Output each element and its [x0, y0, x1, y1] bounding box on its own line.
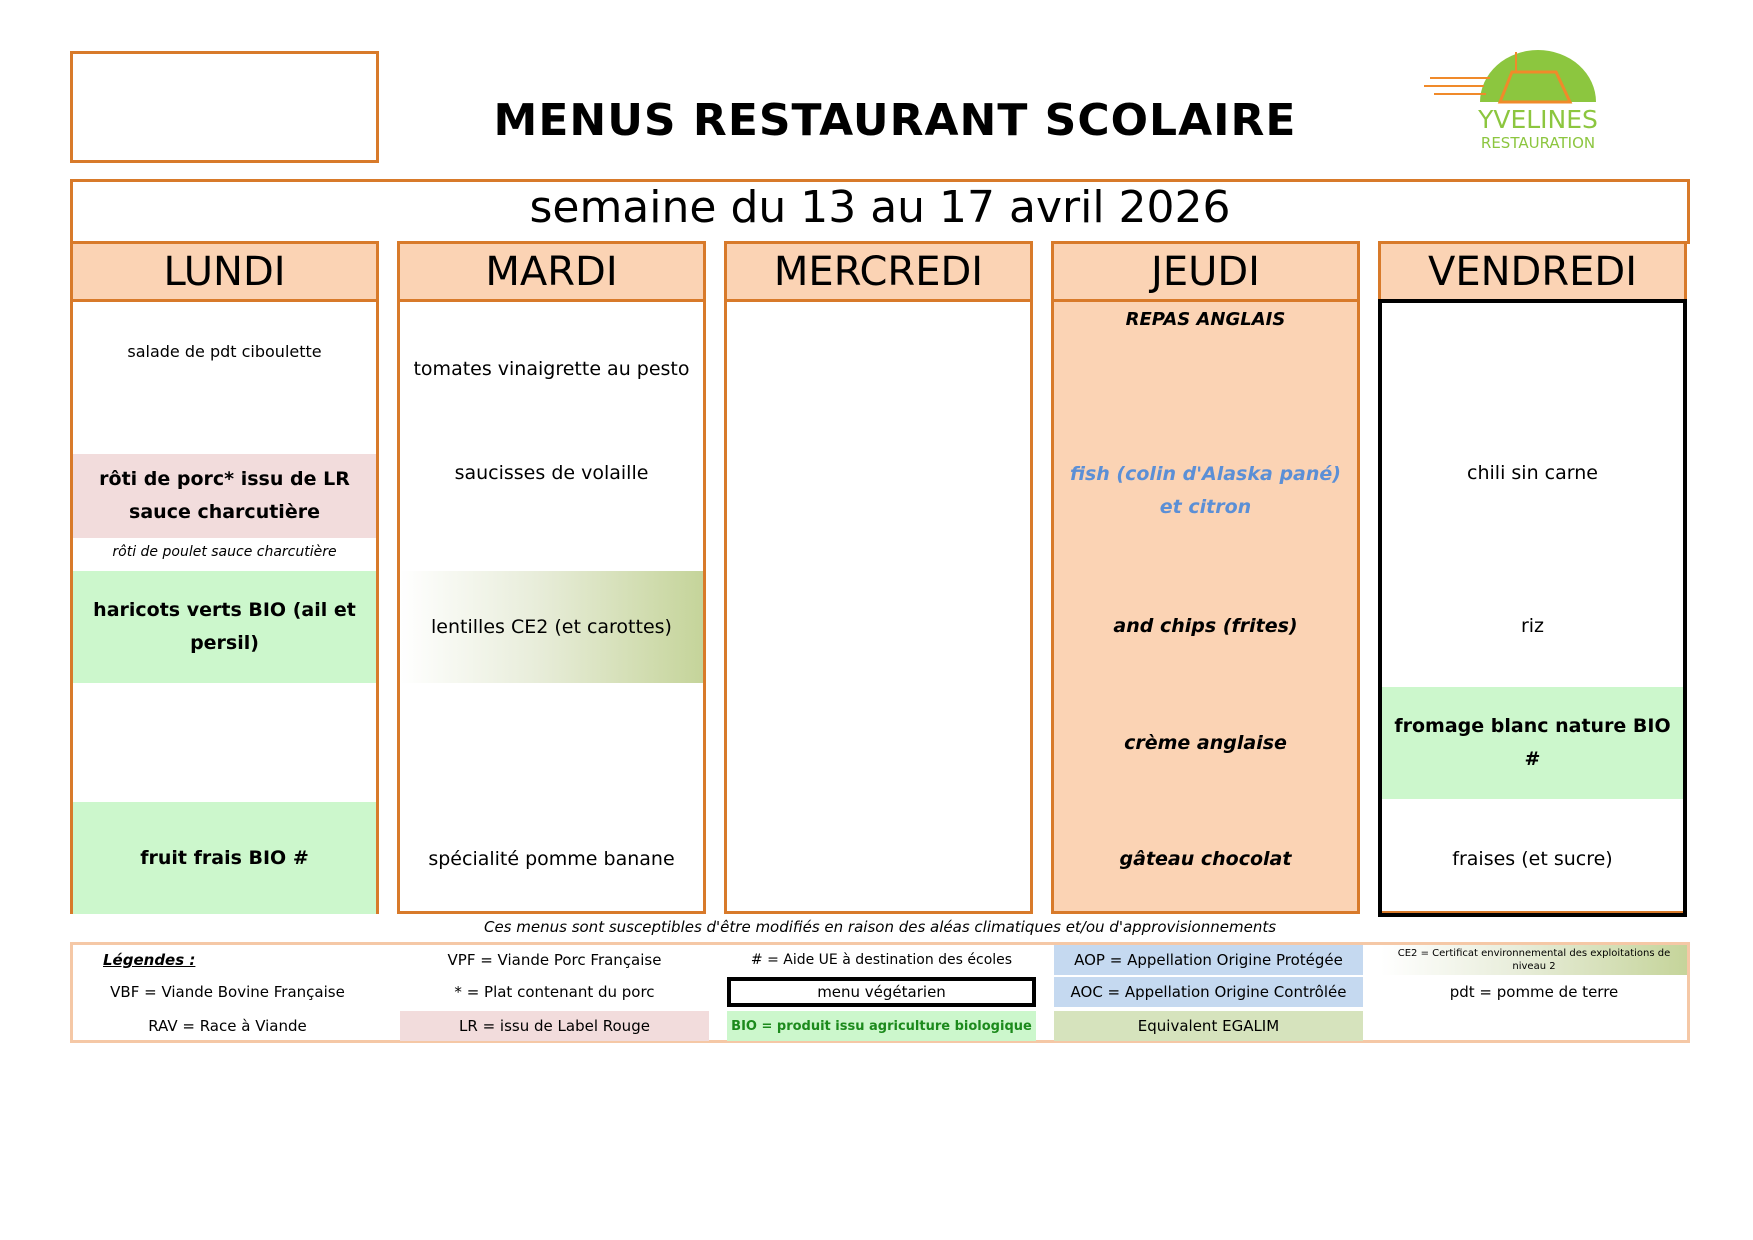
day-column-vendredi — [1378, 241, 1687, 914]
day-column-jeudi — [1051, 241, 1360, 914]
menu-main-mardi: saucisses de volaille — [454, 461, 649, 484]
legend-egalim: Equivalent EGALIM — [1054, 1011, 1363, 1041]
menu-side-mardi: lentilles CE2 (et carottes) — [400, 571, 703, 683]
day-header-mardi: MARDI — [400, 244, 703, 302]
menu-dairy-jeudi: crème anglaise — [1124, 731, 1287, 754]
day-header-jeudi: JEUDI — [1054, 244, 1357, 302]
svg-text:RESTAURATION: RESTAURATION — [1480, 134, 1596, 152]
menu-main-jeudi: fish (colin d'Alaska pané) et citron — [1070, 463, 1341, 518]
legend-vegetarian: menu végétarien — [727, 977, 1036, 1007]
legend-lr: LR = issu de Label Rouge — [400, 1011, 709, 1041]
menu-main-lundi: rôti de porc* issu de LR sauce charcutière — [73, 454, 376, 538]
menu-theme-jeudi: REPAS ANGLAIS — [1125, 308, 1286, 330]
logo-icon — [1420, 44, 1620, 156]
legend-porc: * = Plat contenant du porc — [454, 983, 655, 1001]
legend-title: Légendes : — [103, 951, 196, 969]
menu-dairy-vendredi: fromage blanc nature BIO # — [1381, 687, 1684, 799]
menu-side-jeudi: and chips (frites) — [1113, 614, 1298, 637]
day-header-lundi: LUNDI — [73, 244, 376, 302]
day-column-mercredi — [724, 241, 1033, 914]
page-title: MENUS RESTAURANT SCOLAIRE — [493, 95, 1297, 146]
legend-aide-ue: # = Aide UE à destination des écoles — [750, 952, 1013, 968]
legend-vpf: VPF = Viande Porc Française — [447, 951, 662, 969]
legend-ce2: CE2 = Certificat environnemental des exploitations de niveau 2 — [1381, 945, 1687, 975]
disclaimer-note: Ces menus sont susceptibles d'être modifiés en raison des aléas climatiques et/ou d'approvisionnements — [483, 918, 1277, 936]
day-header-mercredi: MERCREDI — [727, 244, 1030, 302]
legend-aoc: AOC = Appellation Origine Contrôlée — [1054, 977, 1363, 1007]
legend-vbf: VBF = Viande Bovine Française — [110, 983, 345, 1001]
day-header-vendredi: VENDREDI — [1381, 244, 1684, 302]
menu-dessert-vendredi: fraises (et sucre) — [1452, 847, 1613, 870]
menu-dessert-jeudi: gâteau chocolat — [1119, 847, 1292, 870]
menu-starter-lundi: salade de pdt ciboulette — [127, 342, 322, 361]
day-column-mardi — [397, 241, 706, 914]
menu-main-alt-lundi: rôti de poulet sauce charcutière — [112, 544, 337, 560]
yvelines-restauration-logo — [1420, 44, 1620, 156]
menu-side-vendredi: riz — [1520, 614, 1545, 637]
legend-aop: AOP = Appellation Origine Protégée — [1054, 945, 1363, 975]
day-column-lundi — [70, 241, 379, 914]
blank-frame — [70, 51, 379, 163]
legend-box — [70, 942, 1690, 1043]
menu-main-vendredi: chili sin carne — [1467, 461, 1598, 484]
legend-bio: BIO = produit issu agriculture biologique — [727, 1011, 1036, 1041]
menu-dessert-lundi: fruit frais BIO # — [73, 802, 376, 914]
week-title: semaine du 13 au 17 avril 2026 — [529, 182, 1231, 233]
menu-dessert-mardi: spécialité pomme banane — [428, 847, 675, 870]
menu-side-lundi: haricots verts BIO (ail et persil) — [73, 571, 376, 683]
legend-rav: RAV = Race à Viande — [148, 1017, 307, 1035]
svg-text:YVELINES: YVELINES — [1478, 105, 1598, 134]
menu-starter-mardi: tomates vinaigrette au pesto — [413, 357, 690, 380]
legend-pdt: pdt = pomme de terre — [1449, 983, 1619, 1001]
